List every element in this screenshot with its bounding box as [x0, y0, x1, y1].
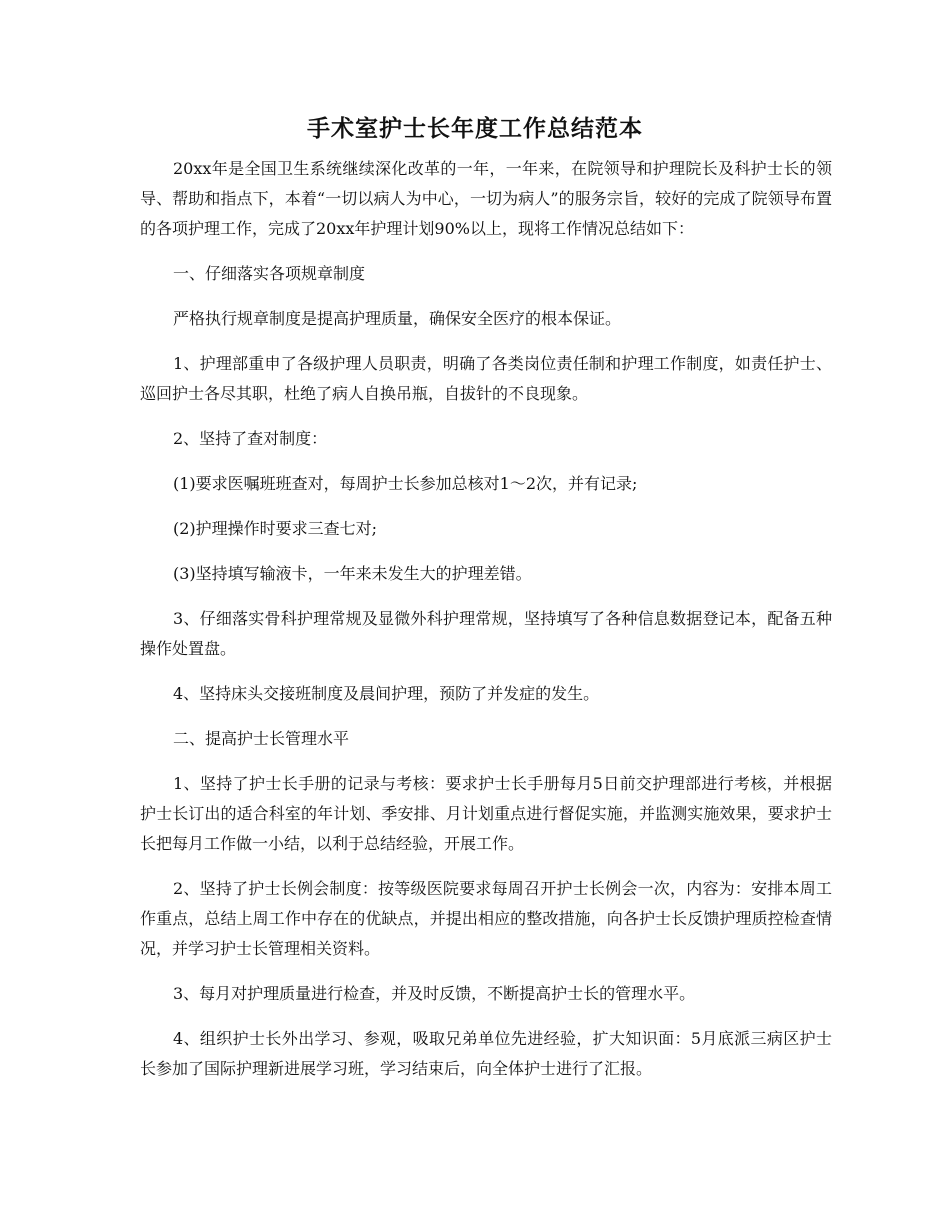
paragraph: 4、坚持床头交接班制度及晨间护理，预防了并发症的发生。	[173, 684, 600, 703]
paragraph-intro: 20xx年是全国卫生系统继续深化改革的一年，一年来，在院领导和护理院长及科护士长的领导、帮助和指点下，本着“一切以病人为中心，一切为病人”的服务宗旨，较好的完成了院领导布置的各项护理工作，完成了20xx年护理计划90%以上，现将工作情况总结如下：	[140, 159, 832, 238]
section-heading-1: 一、仔细落实各项规章制度	[173, 264, 366, 283]
document-body	[140, 154, 832, 1099]
list-item: (3)坚持填写输液卡，一年来未发生大的护理差错。	[173, 564, 532, 583]
paragraph: 3、每月对护理质量进行检查，并及时反馈，不断提高护士长的管理水平。	[173, 984, 696, 1003]
section-heading-2: 二、提高护士长管理水平	[173, 729, 350, 748]
list-item: (2)护理操作时要求三查七对;	[173, 519, 378, 538]
document-title: 手术室护士长年度工作总结范本	[307, 115, 643, 142]
list-item: (1)要求医嘱班班查对，每周护士长参加总核对1～2次，并有记录;	[173, 474, 638, 493]
paragraph: 1、护理部重申了各级护理人员职责，明确了各类岗位责任制和护理工作制度，如责任护士、巡回护士各尽其职，杜绝了病人自换吊瓶，自拔针的不良现象。	[140, 354, 832, 403]
paragraph: 2、坚持了护士长例会制度：按等级医院要求每周召开护士长例会一次，内容为：安排本周工作重点，总结上周工作中存在的优缺点，并提出相应的整改措施，向各护士长反馈护理质控检查情况，并学习护士长管理相关资料。	[140, 879, 832, 958]
paragraph: 2、坚持了查对制度：	[173, 429, 328, 448]
paragraph: 3、仔细落实骨科护理常规及显微外科护理常规，坚持填写了各种信息数据登记本，配备五种操作处置盘。	[140, 609, 832, 658]
paragraph: 1、坚持了护士长手册的记录与考核：要求护士长手册每月5日前交护理部进行考核，并根据护士长订出的适合科室的年计划、季安排、月计划重点进行督促实施，并监测实施效果，要求护士长把每月工作做一小结，以利于总结经验，开展工作。	[140, 774, 832, 853]
paragraph: 4、组织护士长外出学习、参观，吸取兄弟单位先进经验，扩大知识面：5月底派三病区护士长参加了国际护理新进展学习班，学习结束后，向全体护士进行了汇报。	[140, 1029, 832, 1078]
paragraph: 严格执行规章制度是提高护理质量，确保安全医疗的根本保证。	[173, 309, 622, 328]
